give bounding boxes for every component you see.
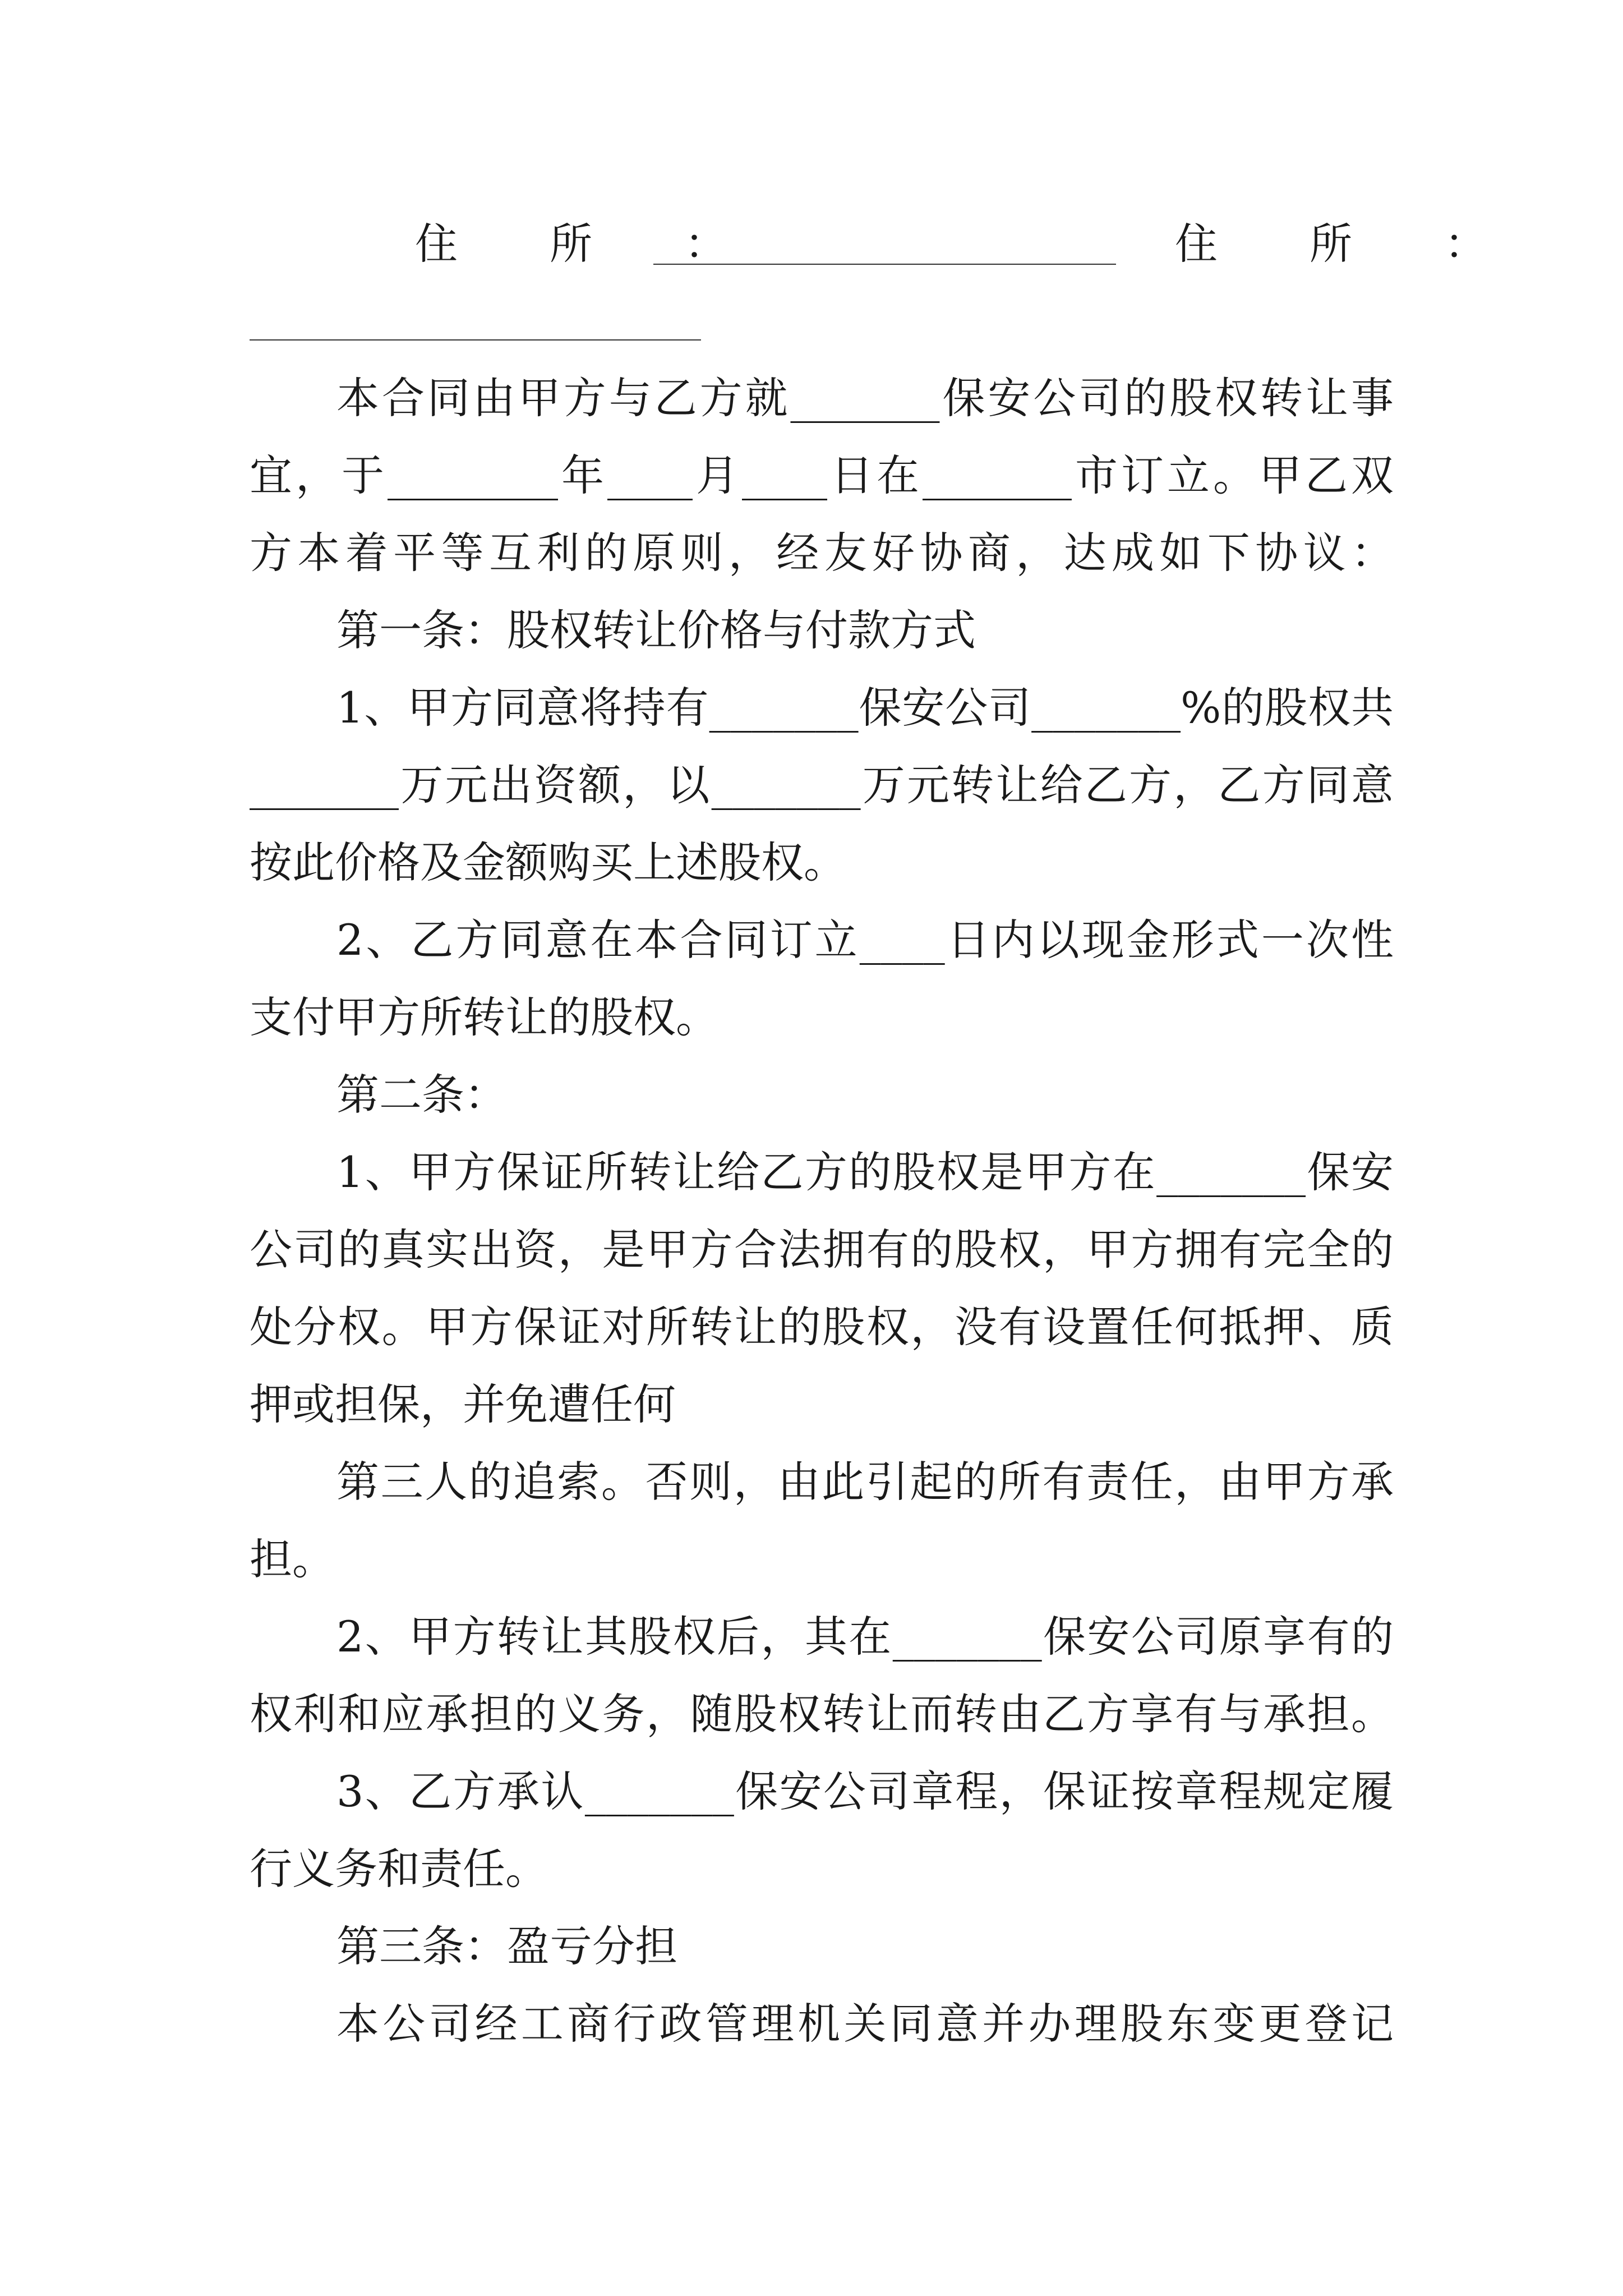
contract-line: 1、甲方同意将持有_______保安公司_______%的股权共 (336, 683, 1394, 733)
contract-line: 方本着平等互利的原则，经友好协商，达成如下协议： (250, 528, 1394, 578)
contract-line: 担。 (250, 1534, 335, 1584)
contract-line: 3、乙方承认_______保安公司章程，保证按章程规定履 (336, 1766, 1394, 1816)
contract-line: 2、甲方转让其股权后，其在_______保安公司原享有的 (336, 1612, 1394, 1662)
address-label-left: 住 所 ： (415, 219, 767, 269)
contract-line: _______万元出资额，以_______万元转让给乙方，乙方同意 (250, 760, 1394, 810)
contract-line: 宜，于________年____月____日在_______市订立。甲乙双 (250, 450, 1394, 500)
contract-line: 2、乙方同意在本合同订立____日内以现金形式一次性 (336, 915, 1394, 965)
contract-line: 1、甲方保证所转让给乙方的股权是甲方在_______保安 (336, 1147, 1394, 1197)
contract-line: 权利和应承担的义务，随股权转让而转由乙方享有与承担。 (250, 1689, 1394, 1739)
contract-line: 行义务和责任。 (250, 1844, 548, 1894)
contract-line: 处分权。甲方保证对所转让的股权，没有设置任何抵押、质 (250, 1302, 1394, 1352)
contract-line: 公司的真实出资，是甲方合法拥有的股权，甲方拥有完全的 (250, 1225, 1394, 1274)
contract-line: 支付甲方所转让的股权。 (250, 992, 718, 1042)
contract-line: 第三条：盈亏分担 (336, 1921, 677, 1971)
contract-line: 本公司经工商行政管理机关同意并办理股东变更登记 (336, 1999, 1394, 2049)
contract-line: 第三人的追索。否则，由此引起的所有责任，由甲方承 (336, 1457, 1394, 1507)
contract-line: 第二条： (336, 1070, 507, 1120)
address-label-right: 住 所 ： (1175, 219, 1527, 269)
address-blank-left (653, 264, 1116, 265)
address-blank-right (250, 339, 701, 341)
contract-line: 第一条：股权转让价格与付款方式 (336, 605, 976, 655)
contract-line: 押或担保，并免遭任何 (250, 1379, 676, 1429)
contract-line: 按此价格及金额购买上述股权。 (250, 838, 846, 887)
contract-line: 本合同由甲方与乙方就_______保安公司的股权转让事 (336, 373, 1394, 423)
